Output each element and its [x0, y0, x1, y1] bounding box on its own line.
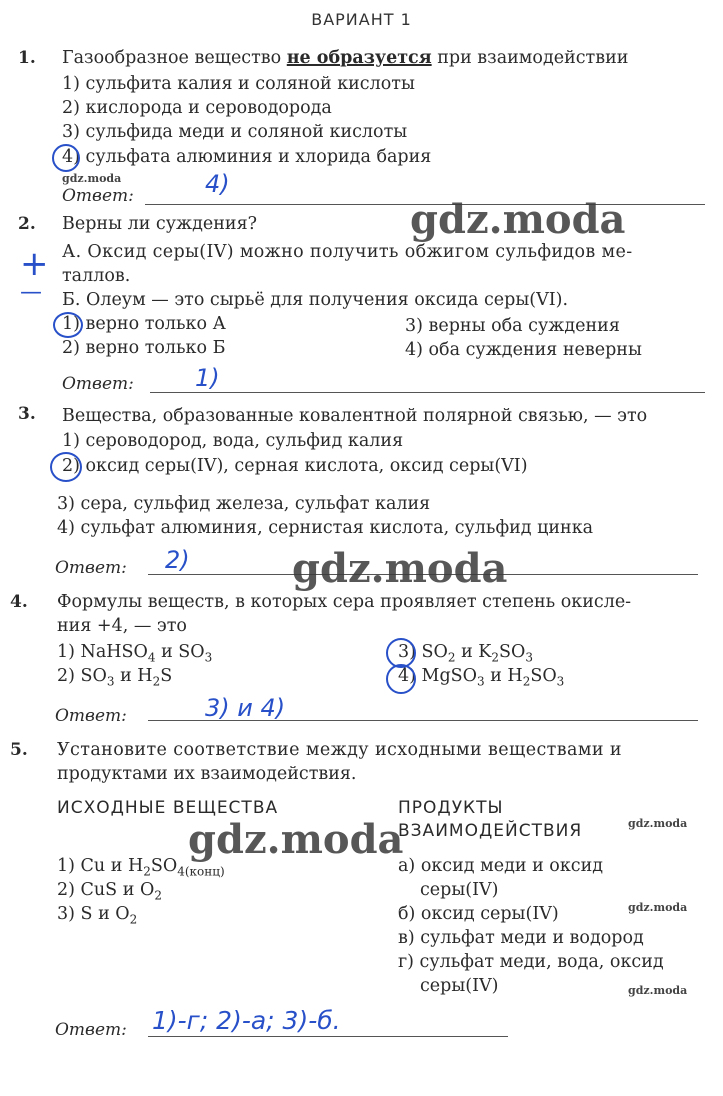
q4-text-line1: Формулы веществ, в которых сера проявляет степень окисле- [57, 592, 632, 612]
q1-answer-label: Ответ: [62, 186, 134, 206]
watermark-small: gdz.moda [628, 901, 688, 914]
q2-mark-minus: — [20, 280, 42, 305]
q4-option-3: 3) $SO_2$ и $K_2SO_3$ [398, 642, 534, 665]
q5-col1-title: ИСХОДНЫЕ ВЕЩЕСТВА [57, 798, 279, 818]
q3-answer-label: Ответ: [55, 558, 127, 578]
q2-answer-line [150, 392, 705, 393]
q5-number: 5. [10, 740, 28, 760]
q2-answer-label: Ответ: [62, 374, 134, 394]
watermark-small: gdz.moda [62, 172, 122, 185]
q1-text-emph: не образуется [286, 48, 432, 68]
q3-option-2: 2) оксид серы(IV), серная кислота, оксид серы(VI) [62, 456, 528, 476]
q2-statement-b: Б. Олеум — это сырьё для получения оксида серы(VI). [62, 290, 569, 310]
watermark-small: gdz.moda [628, 817, 688, 830]
q1-text-pre: Газообразное вещество [62, 48, 287, 68]
q4-option-1: 1) NaHSO$_4$ и $SO_3$ [57, 642, 213, 665]
q1-answer-circle [52, 144, 80, 172]
q3-option-1: 1) сероводород, вода, сульфид калия [62, 431, 404, 451]
watermark-small: gdz.moda [628, 984, 688, 997]
q2-statement-a-line1: А. Оксид серы(IV) можно получить обжигом сульфидов ме- [62, 242, 633, 262]
q3-answer-circle [50, 452, 82, 482]
q4-option-4: 4) MgSO$_3$ и $H_2SO_3$ [398, 666, 565, 689]
q5-text-line2: продуктами их взаимодействия. [57, 764, 357, 784]
q1-answer-handwritten: 4) [205, 170, 230, 198]
q3-number: 3. [18, 404, 36, 424]
q2-option-3: 3) верны оба суждения [405, 316, 620, 336]
q4-option-2: 2) $SO_3$ и $H_2S$ [57, 666, 173, 689]
q1-option-3: 3) сульфида меди и соляной кислоты [62, 122, 408, 142]
q3-option-4: 4) сульфат алюминия, сернистая кислота, сульфид цинка [57, 518, 594, 538]
q5-source-2: 2) CuS и $O_2$ [57, 880, 162, 903]
q1-text [62, 48, 628, 69]
q5-col2-title-line1: ПРОДУКТЫ [398, 798, 504, 818]
q5-product-d-line2: серы(IV) [420, 976, 499, 996]
q2-statement-a-line2: таллов. [62, 266, 131, 286]
q4-number: 4. [10, 592, 28, 612]
watermark-big: gdz.moda [292, 545, 508, 592]
q5-product-a-line1: а) оксид меди и оксид [398, 856, 604, 876]
q2-number: 2. [18, 214, 36, 234]
q2-answer-circle [53, 312, 83, 338]
q5-answer-label: Ответ: [55, 1020, 127, 1040]
q4-answer-circle-4 [386, 664, 416, 694]
q2-option-2: 2) верно только Б [62, 338, 226, 358]
q5-col2-title-line2: ВЗАИМОДЕЙСТВИЯ [398, 821, 583, 841]
q5-answer-line [148, 1036, 508, 1037]
q1-option-4: 4) сульфата алюминия и хлорида бария [62, 147, 432, 167]
q5-source-1: 1) Cu и $H_2SO_{4(конц)}$ [57, 856, 225, 879]
q2-mark-plus: + [20, 244, 49, 284]
q4-text-line2: ния +4, — это [57, 616, 187, 636]
q2-answer-handwritten: 1) [195, 364, 220, 392]
q3-option-3: 3) сера, сульфид железа, сульфат калия [57, 494, 431, 514]
q4-answer-label: Ответ: [55, 706, 127, 726]
q5-product-c: в) сульфат меди и водород [398, 928, 644, 948]
q5-product-d-line1: г) сульфат меди, вода, оксид [398, 952, 664, 972]
q5-product-a-line2: серы(IV) [420, 880, 499, 900]
q2-option-1: 1) верно только А [62, 314, 226, 334]
q4-answer-handwritten: 3) и 4) [205, 694, 286, 722]
q1-number: 1. [18, 48, 36, 68]
q5-source-3: 3) S и $O_2$ [57, 904, 138, 927]
variant-header: ВАРИАНТ 1 [311, 10, 412, 29]
q2-text: Верны ли суждения? [62, 214, 257, 234]
watermark-big: gdz.moda [188, 816, 404, 863]
q5-text-line1: Установите соответствие между исходными веществами и [57, 740, 622, 760]
watermark-big: gdz.moda [410, 196, 626, 243]
q2-option-4: 4) оба суждения неверны [405, 340, 642, 360]
q5-product-b: б) оксид серы(IV) [398, 904, 559, 924]
q3-answer-handwritten: 2) [165, 546, 190, 574]
q1-option-2: 2) кислорода и сероводорода [62, 98, 332, 118]
q1-text-post: при взаимодействии [431, 48, 629, 68]
q1-option-1: 1) сульфита калия и соляной кислоты [62, 74, 415, 94]
q5-answer-handwritten: 1)-г; 2)-а; 3)-б. [152, 1006, 341, 1035]
q3-text: Вещества, образованные ковалентной полярной связью, — это [62, 406, 648, 426]
